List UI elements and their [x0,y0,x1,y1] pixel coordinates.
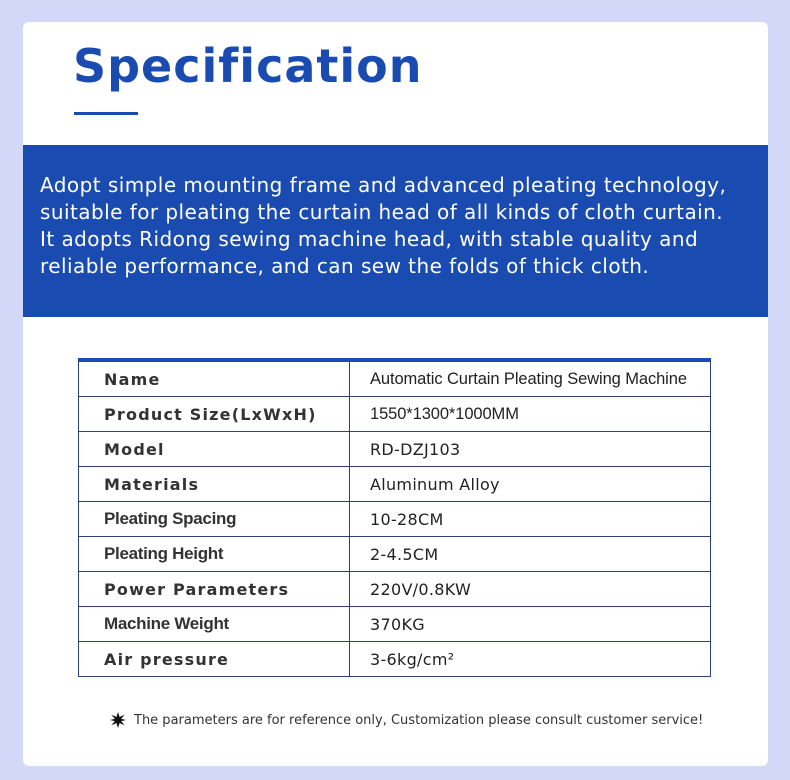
spec-label: Name [79,360,350,397]
spec-value: Automatic Curtain Pleating Sewing Machine [350,360,711,397]
star-burst-icon [110,712,126,728]
spec-label: Pleating Spacing [79,502,350,537]
spec-label: Materials [79,467,350,502]
spec-label: Product Size(LxWxH) [79,397,350,432]
spec-value: 10-28CM [350,502,711,537]
spec-label: Model [79,432,350,467]
spec-label: Machine Weight [79,607,350,642]
table-row [79,607,711,642]
table-row [79,642,711,677]
table-row [79,467,711,502]
table-row [79,572,711,607]
table-row [79,502,711,537]
spec-value: RD-DZJ103 [350,432,711,467]
spec-value: Aluminum Alloy [350,467,711,502]
table-row [79,432,711,467]
spec-label: Air pressure [79,642,350,677]
spec-table [78,358,711,677]
spec-value: 370KG [350,607,711,642]
spec-label: Power Parameters [79,572,350,607]
spec-label: Pleating Height [79,537,350,572]
spec-value: 220V/0.8KW [350,572,711,607]
description-text [40,172,762,280]
spec-value: 1550*1300*1000MM [350,397,711,432]
disclaimer-text: The parameters are for reference only, Customization please consult customer service! [134,712,704,728]
description-line: Adopt simple mounting frame and advanced pleating technology, [40,173,727,197]
spec-value: 2-4.5CM [350,537,711,572]
disclaimer-note [110,712,703,728]
description-banner [23,145,768,317]
table-row [79,537,711,572]
table-row [79,360,711,397]
description-line: suitable for pleating the curtain head of all kinds of cloth curtain. [40,200,724,224]
spec-value: 3-6kg/cm² [350,642,711,677]
title-underline [74,112,138,115]
spec-card [23,22,768,766]
description-line: It adopts Ridong sewing machine head, with stable quality and [40,227,699,251]
page-title: Specification [73,39,423,93]
description-line: reliable performance, and can sew the folds of thick cloth. [40,254,650,278]
table-row [79,397,711,432]
